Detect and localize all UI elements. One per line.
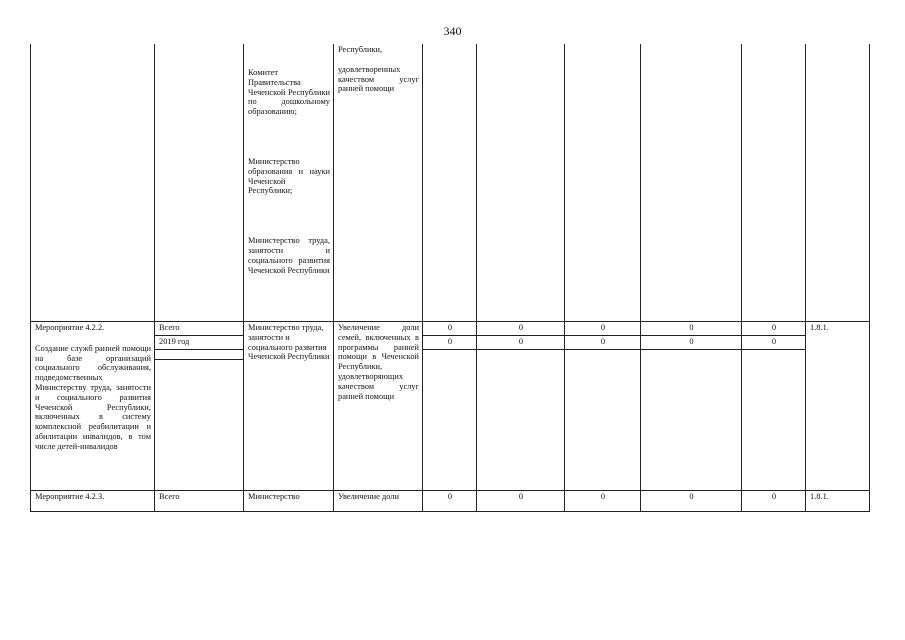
event-4-2-2-year: 2019 год [155,336,244,350]
event-4-2-2-indicator: Увеличение доли семей, включенных в программы ранней помощи в Чеченской Республики, удовлетворяющих качеством услуг ранней помощи [334,322,423,491]
event-4-2-2-blank-row [31,350,870,360]
event-4-2-2-name: Мероприятие 4.2.2. [35,323,105,332]
event-4-2-2-source-total: Всего [155,322,244,336]
executors-cell [244,44,334,322]
event-4-2-3-indicator: Увеличение доли [334,491,423,512]
executor-education: Министерство образования и науки Чеченской Республики; [248,156,330,196]
event-4-2-2-total-v4: 0 [641,322,742,336]
event-4-2-3-executor: Министерство [244,491,334,512]
indicator-line-2: удовлетворенных качеством услуг ранней помощи [338,64,419,94]
event-4-2-3-name: Мероприятие 4.2.3. [31,491,155,512]
program-table [30,44,870,512]
event-4-2-2-year-v4: 0 [641,336,742,350]
event-4-2-2-total-v1: 0 [423,322,477,336]
event-4-2-3-v1: 0 [423,491,477,512]
executor-preschool: Комитет Правительства Чеченской Республики по дошкольному образованию; [248,68,330,117]
event-4-2-2-total-row [31,322,870,336]
event-4-2-2-total-v5: 0 [742,322,806,336]
indicator-line-1: Республики, [338,45,383,54]
event-4-2-3-v5: 0 [742,491,806,512]
event-4-2-3-v3: 0 [565,491,641,512]
event-4-2-2-description: Создание служб ранней помощи на базе организаций социального обслуживания, подведомственных Министерству труда, занятости и социального развития Чеченской Республики, включенных в систему комплексной реабилитации и абилитации инвалидов, в том числе детей-инвалидов [35,343,151,451]
event-4-2-2-code: 1.8.1. [806,322,870,491]
event-4-2-3-source-total: Всего [155,491,244,512]
event-4-2-2-year-v5: 0 [742,336,806,350]
event-4-2-2-year-v3: 0 [565,336,641,350]
continuation-row [31,44,870,322]
event-4-2-2-total-v2: 0 [477,322,565,336]
event-4-2-3-v4: 0 [641,491,742,512]
event-4-2-3-v2: 0 [477,491,565,512]
event-4-2-2-year-v1: 0 [423,336,477,350]
event-4-2-2-year-v2: 0 [477,336,565,350]
event-4-2-2-name-cell [31,322,155,491]
event-4-2-3-code: 1.8.1. [806,491,870,512]
event-4-2-2-total-v3: 0 [565,322,641,336]
executor-labor: Министерство труда, занятости и социального развития Чеченской Республики [248,236,330,275]
page-number: 340 [443,24,462,38]
event-4-2-3-row [31,491,870,512]
indicator-cell [334,44,423,322]
event-4-2-2-year-row [31,336,870,350]
event-4-2-2-executor: Министерство труда, занятости и социального развития Чеченской Республики [244,322,334,491]
